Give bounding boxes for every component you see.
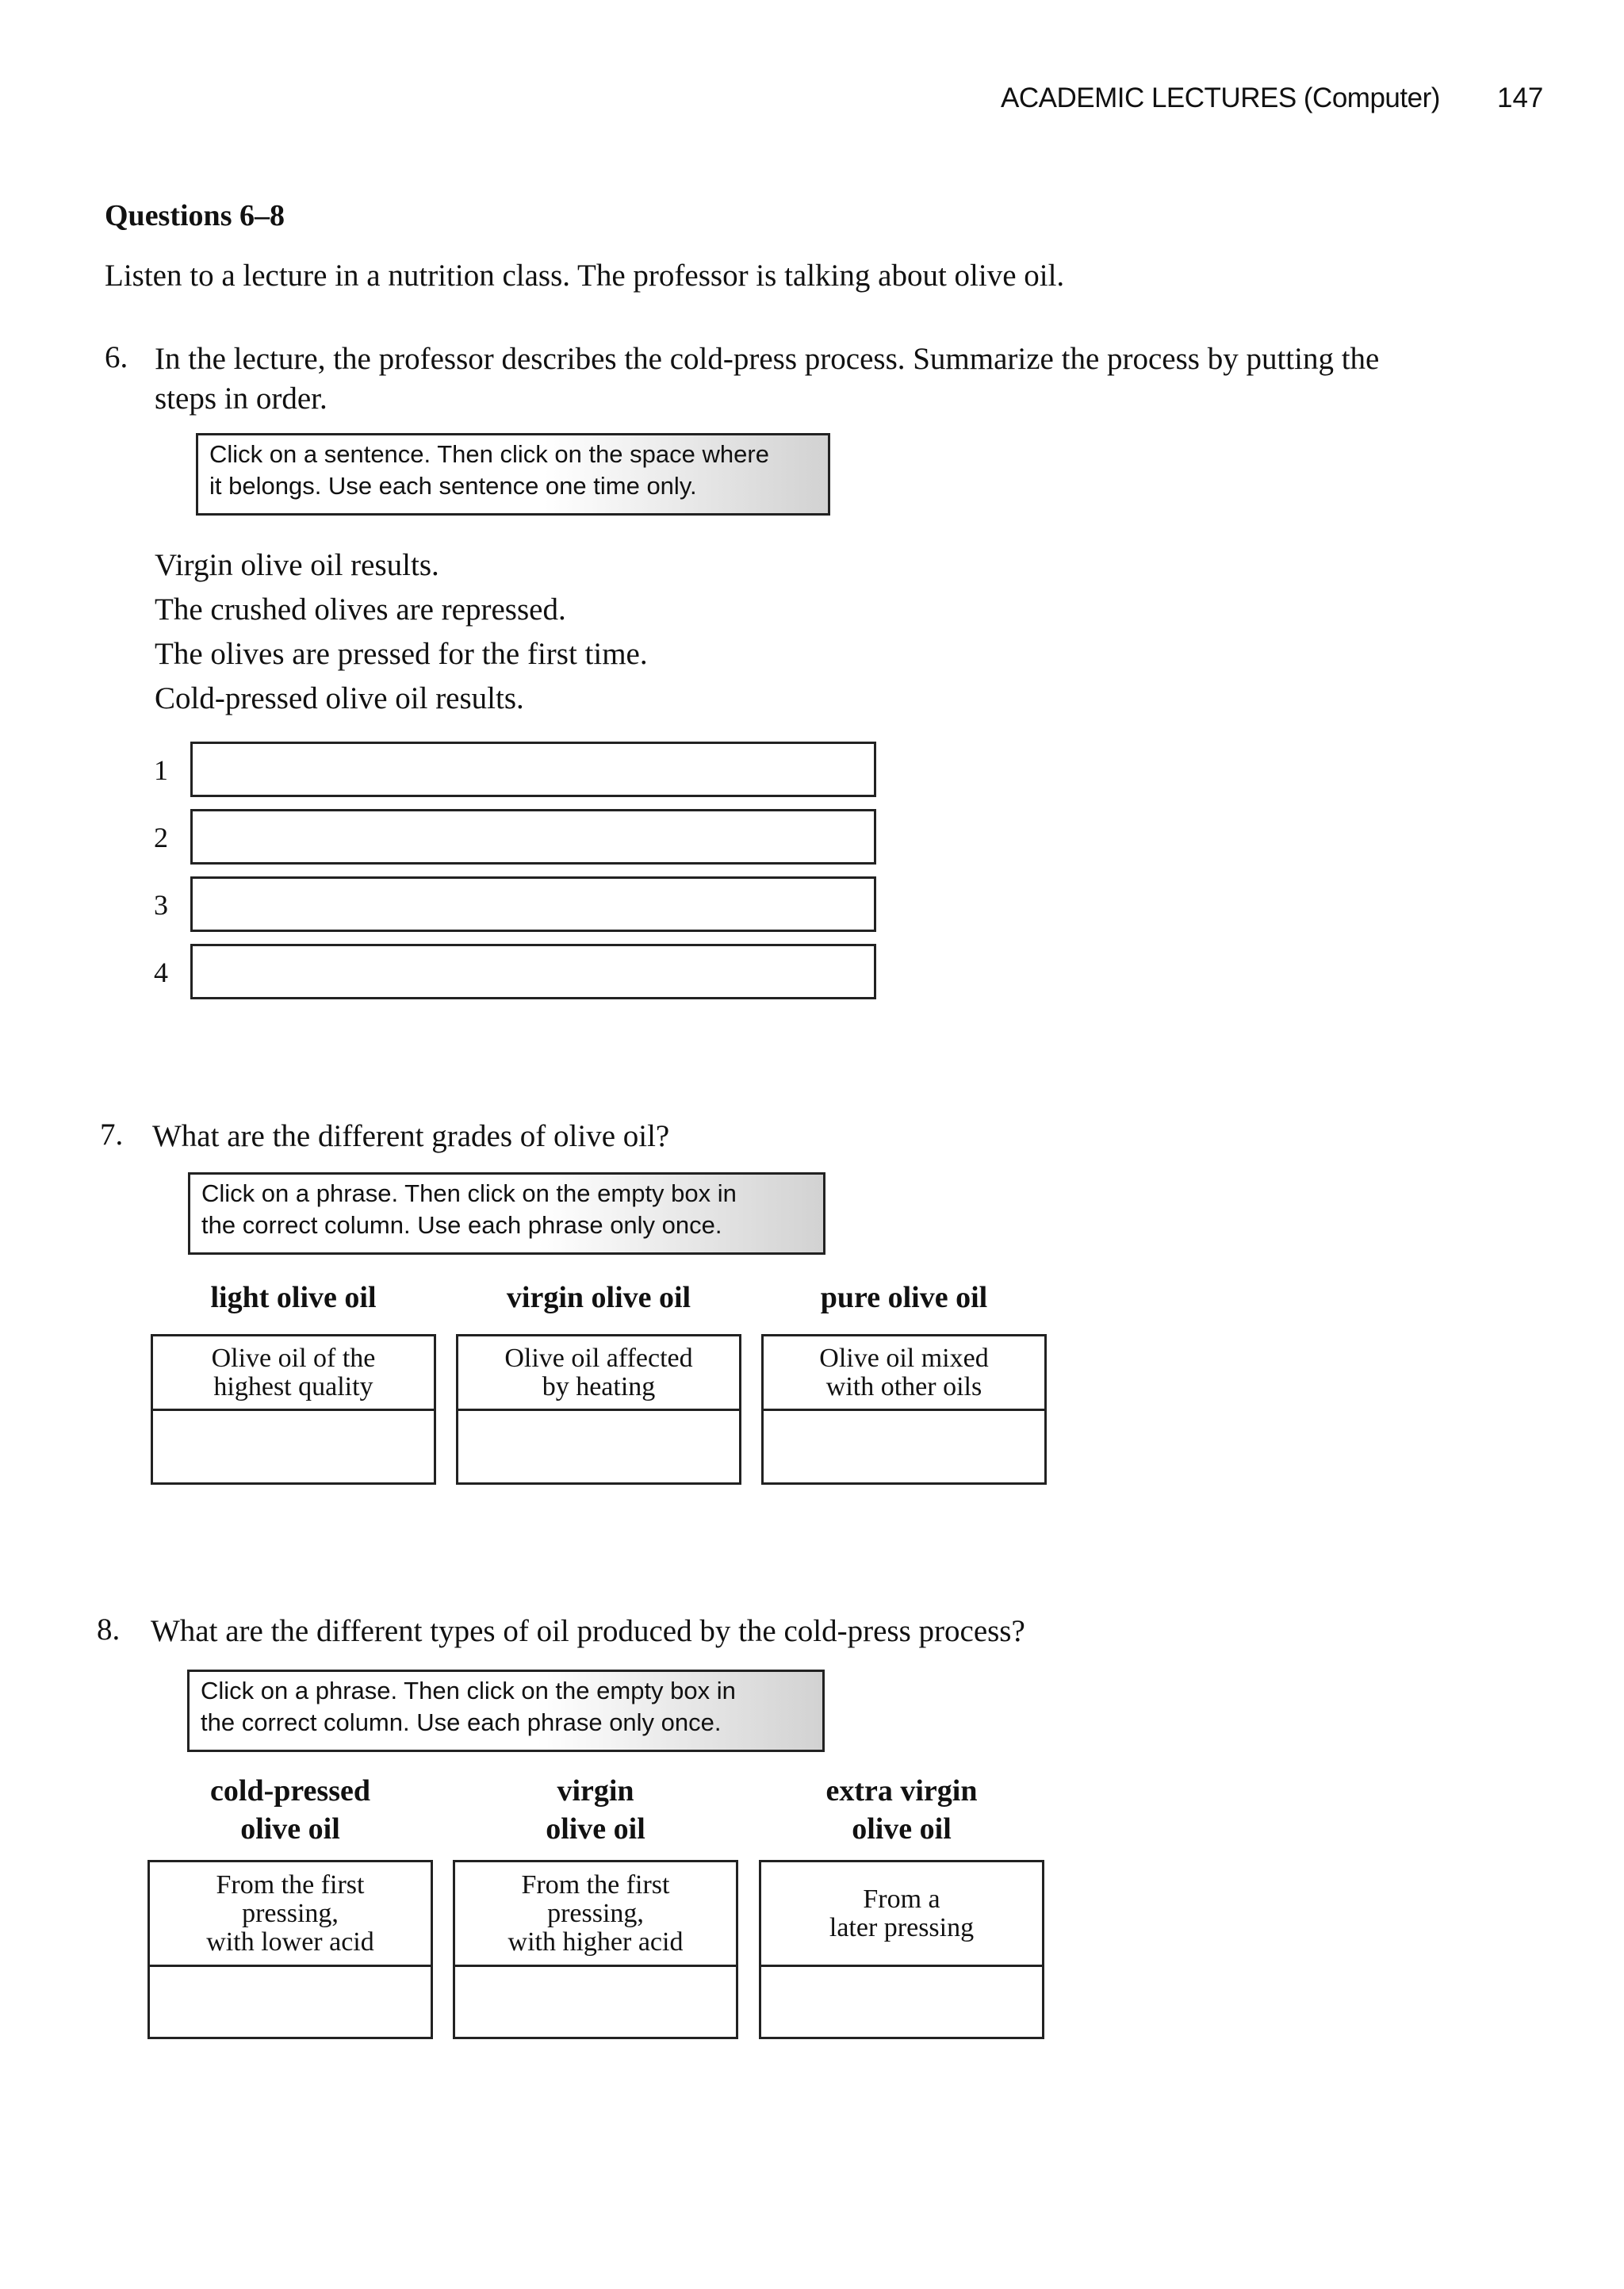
q6-text: In the lecture, the professor describes the cold-press process. Summarize the process by putting the steps in order. — [155, 342, 1380, 416]
section-heading: Questions 6–8 — [105, 199, 285, 232]
q7-column-pure — [761, 1334, 1047, 1485]
q7-instruction-line1: Click on a phrase. Then click on the empty box in — [201, 1179, 737, 1207]
q6-sentence-3[interactable]: The olives are pressed for the first time. — [155, 637, 648, 671]
section-intro: Listen to a lecture in a nutrition class. The professor is talking about olive oil. — [105, 259, 1065, 293]
q7-phrase-light-line2: highest quality — [213, 1371, 373, 1401]
q6-sentence-2[interactable]: The crushed olives are repressed. — [155, 592, 566, 627]
q8-column-heading-virgin-line1: virgin — [557, 1774, 634, 1808]
q6-step-slot-2[interactable] — [190, 809, 876, 865]
q7-text: What are the different grades of olive oil? — [152, 1119, 670, 1153]
q8-phrase-virgin-line3: with higher acid — [508, 1927, 684, 1957]
q6-instruction-line2: it belongs. Use each sentence one time only. — [209, 472, 697, 500]
q7-column-heading-light: light olive oil — [210, 1281, 377, 1314]
q6-step-number-4: 4 — [154, 957, 168, 988]
q7-column-heading-virgin: virgin olive oil — [506, 1281, 691, 1314]
q8-instruction-box — [187, 1670, 825, 1752]
q8-text: What are the different types of oil produced by the cold-press process? — [151, 1614, 1025, 1648]
page-number: 147 — [1497, 82, 1544, 113]
q8-column-extra-virgin — [759, 1860, 1044, 2039]
q8-column-heading-cold-pressed — [147, 1772, 433, 1848]
q8-phrase-cold-pressed-line3: with lower acid — [206, 1927, 374, 1957]
q6-step-slot-3[interactable] — [190, 876, 876, 932]
q7-phrase-pure[interactable] — [764, 1336, 1044, 1411]
q8-column-heading-extra-virgin-line2: olive oil — [852, 1812, 952, 1846]
q7-answer-slot-pure[interactable] — [764, 1411, 1044, 1482]
q6-step-slot-1[interactable] — [190, 742, 876, 797]
q6-step-number-2: 2 — [154, 822, 168, 853]
q8-column-heading-extra-virgin-line1: extra virgin — [825, 1774, 978, 1808]
q7-answer-slot-light[interactable] — [153, 1411, 434, 1482]
q7-phrase-virgin-line1: Olive oil affected — [504, 1343, 693, 1373]
q8-phrase-extra-virgin-line2: later pressing — [829, 1912, 975, 1942]
q7-phrase-light[interactable] — [153, 1336, 434, 1411]
q8-phrase-virgin-line2: pressing, — [547, 1898, 644, 1928]
q8-phrase-cold-pressed-line1: From the first — [216, 1869, 365, 1900]
q8-answer-slot-extra-virgin[interactable] — [761, 1967, 1042, 2037]
q8-answer-slot-virgin[interactable] — [455, 1967, 736, 2037]
q6-step-number-3: 3 — [154, 889, 168, 921]
q6-step-slot-4[interactable] — [190, 944, 876, 999]
q8-column-heading-cold-pressed-line1: cold-pressed — [210, 1774, 370, 1808]
q8-instruction-line2: the correct column. Use each phrase only once. — [201, 1708, 722, 1736]
q8-column-heading-extra-virgin — [759, 1772, 1044, 1848]
q6-instruction-box — [196, 433, 830, 516]
q7-number: 7. — [100, 1118, 124, 1152]
q7-phrase-virgin[interactable] — [458, 1336, 739, 1411]
q8-instruction-line1: Click on a phrase. Then click on the empty box in — [201, 1677, 736, 1704]
q8-column-heading-virgin — [453, 1772, 738, 1848]
q7-instruction-line2: the correct column. Use each phrase only once. — [201, 1211, 722, 1239]
q6-number: 6. — [105, 340, 128, 374]
q8-column-heading-cold-pressed-line2: olive oil — [240, 1812, 340, 1846]
q6-sentence-4[interactable]: Cold-pressed olive oil results. — [155, 681, 524, 715]
q8-phrase-cold-pressed[interactable] — [150, 1862, 431, 1967]
q8-phrase-virgin-line1: From the first — [521, 1869, 670, 1900]
q6-step-number-1: 1 — [154, 754, 168, 786]
q8-phrase-extra-virgin-line1: From a — [863, 1884, 940, 1914]
running-header-title: ACADEMIC LECTURES (Computer) — [1001, 82, 1440, 113]
q8-phrase-extra-virgin[interactable] — [761, 1862, 1042, 1967]
q7-phrase-light-line1: Olive oil of the — [211, 1343, 376, 1373]
q7-answer-slot-virgin[interactable] — [458, 1411, 739, 1482]
q7-column-light — [151, 1334, 436, 1485]
q7-column-virgin — [456, 1334, 741, 1485]
q7-phrase-pure-line2: with other oils — [825, 1371, 982, 1401]
q8-column-cold-pressed — [147, 1860, 433, 2039]
q7-column-heading-pure: pure olive oil — [820, 1281, 988, 1314]
q7-phrase-pure-line1: Olive oil mixed — [819, 1343, 989, 1373]
q6-instruction-line1: Click on a sentence. Then click on the space where — [209, 440, 769, 468]
q7-phrase-virgin-line2: by heating — [542, 1371, 656, 1401]
q6-sentence-1[interactable]: Virgin olive oil results. — [155, 548, 439, 582]
q8-phrase-cold-pressed-line2: pressing, — [242, 1898, 339, 1928]
q8-column-virgin — [453, 1860, 738, 2039]
q7-instruction-box — [188, 1172, 825, 1255]
q8-phrase-virgin[interactable] — [455, 1862, 736, 1967]
q8-answer-slot-cold-pressed[interactable] — [150, 1967, 431, 2037]
q8-number: 8. — [97, 1612, 121, 1647]
q8-column-heading-virgin-line2: olive oil — [546, 1812, 645, 1846]
